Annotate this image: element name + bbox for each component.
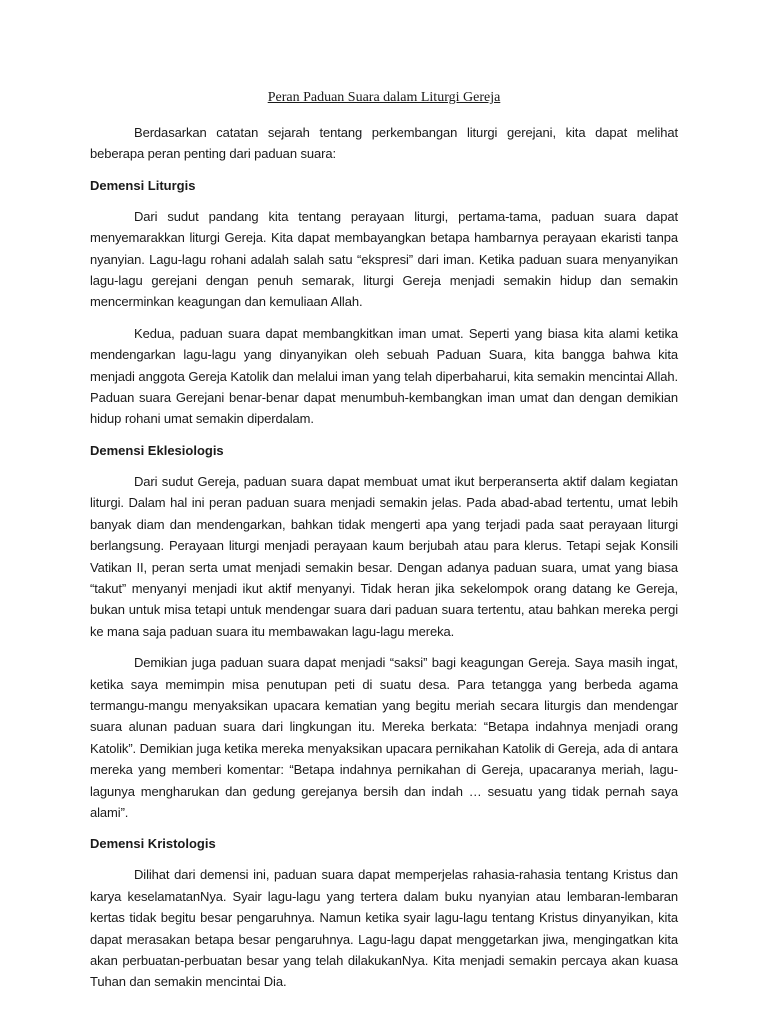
paragraph: Dari sudut pandang kita tentang perayaan liturgi, pertama-tama, paduan suara dapat menyemarakkan liturgi Gereja. Kita dapat membayangkan betapa hambarnya perayaan ekaristi tanpa nyanyian. Lagu-lagu rohani adalah salah satu “ekspresi” dari iman. Ketika paduan suara menyanyikan lagu-lagu gerejani dengan penuh semarak, liturgi Gereja menjadi semakin hidup dan semakin mencerminkan keagungan dan kemuliaan Allah. [90,208,678,310]
section-heading-eklesiologis: Demensi Eklesiologis [90,442,224,458]
paragraph: Dilihat dari demensi ini, paduan suara dapat memperjelas rahasia-rahasia tentang Kristus dan karya keselamatanNya. Syair lagu-lagu yang tertera dalam buku nyanyian atau lembaran-lembaran kertas tidak begitu besar pengaruhnya. Namun ketika syair lagu-lagu tentang Kristus dinyanyikan, kita dapat merasakan betapa besar pengaruhnya. Lagu-lagu dapat menggetarkan jiwa, mengingatkan kita akan perbuatan-perbuatan besar yang telah dilakukanNya. Kita menjadi semakin percaya akan kuasa Tuhan dan semakin mencintai Dia. [90,867,678,990]
paragraph: Dari sudut Gereja, paduan suara dapat membuat umat ikut berperanserta aktif dalam kegiatan liturgi. Dalam hal ini peran paduan suara menjadi semakin jelas. Pada abad-abad tertentu, umat lebih banyak diam dan mendengarkan, bahkan tidak mengerti apa yang terjadi pada saat perayaan liturgi berlangsung. Perayaan liturgi menjadi perayaan kaum berjubah atau para klerus. Tetapi sejak Konsili Vatikan II, peran serta umat menjadi semakin besar. Dengan adanya paduan suara, umat yang biasa “takut” menyanyi menjadi ikut aktif menyanyi. Tidak heran jika sekelompok orang datang ke Gereja, bukan untuk misa tetapi untuk mendengar suara dari paduan suara tertentu, atau bahkan mereka pergi ke mana saja paduan suara itu membawakan lagu-lagu mereka. [90,473,678,639]
intro-paragraph: Berdasarkan catatan sejarah tentang perkembangan liturgi gerejani, kita dapat melihat beberapa peran penting dari paduan suara: [90,125,678,162]
paragraph: Demikian juga paduan suara dapat menjadi “saksi” bagi keagungan Gereja. Saya masih ingat, ketika saya memimpin misa penutupan peti di suatu desa. Para tetangga yang berbeda agama termangu-mangu menyaksikan upacara kematian yang begitu meriah secara liturgis dan mendengar suara alunan paduan suara dari lingkungan itu. Mereka berkata: “Betapa indahnya menjadi orang Katolik”. Demikian juga ketika mereka menyaksikan upacara pernikahan Katolik di Gereja, ada di antara mereka yang memberi komentar: “Betapa indahnya pernikahan di Gereja, upacaranya meriah, lagu-lagunya mengharukan dan gedung gerejanya bersih dan indah … sesuatu yang tidak pernah saya alami”. [90,655,678,820]
document-page [90,88,678,1003]
document-title: Peran Paduan Suara dalam Liturgi Gereja [267,90,501,105]
section-heading-kristologis: Demensi Kristologis [90,836,216,852]
section-heading-liturgis: Demensi Liturgis [90,177,196,193]
paragraph: Kedua, paduan suara dapat membangkitkan iman umat. Seperti yang biasa kita alami ketika mendengarkan lagu-lagu yang dinyanyikan oleh sebuah Paduan Suara, kita bangga bahwa kita menjadi anggota Gereja Katolik dan melalui iman yang telah diperbaharui, kita semakin mencintai Allah. Paduan suara Gerejani benar-benar dapat menumbuh-kembangkan iman umat dan dengan demikian hidup rohani umat semakin diperdalam. [90,325,678,427]
